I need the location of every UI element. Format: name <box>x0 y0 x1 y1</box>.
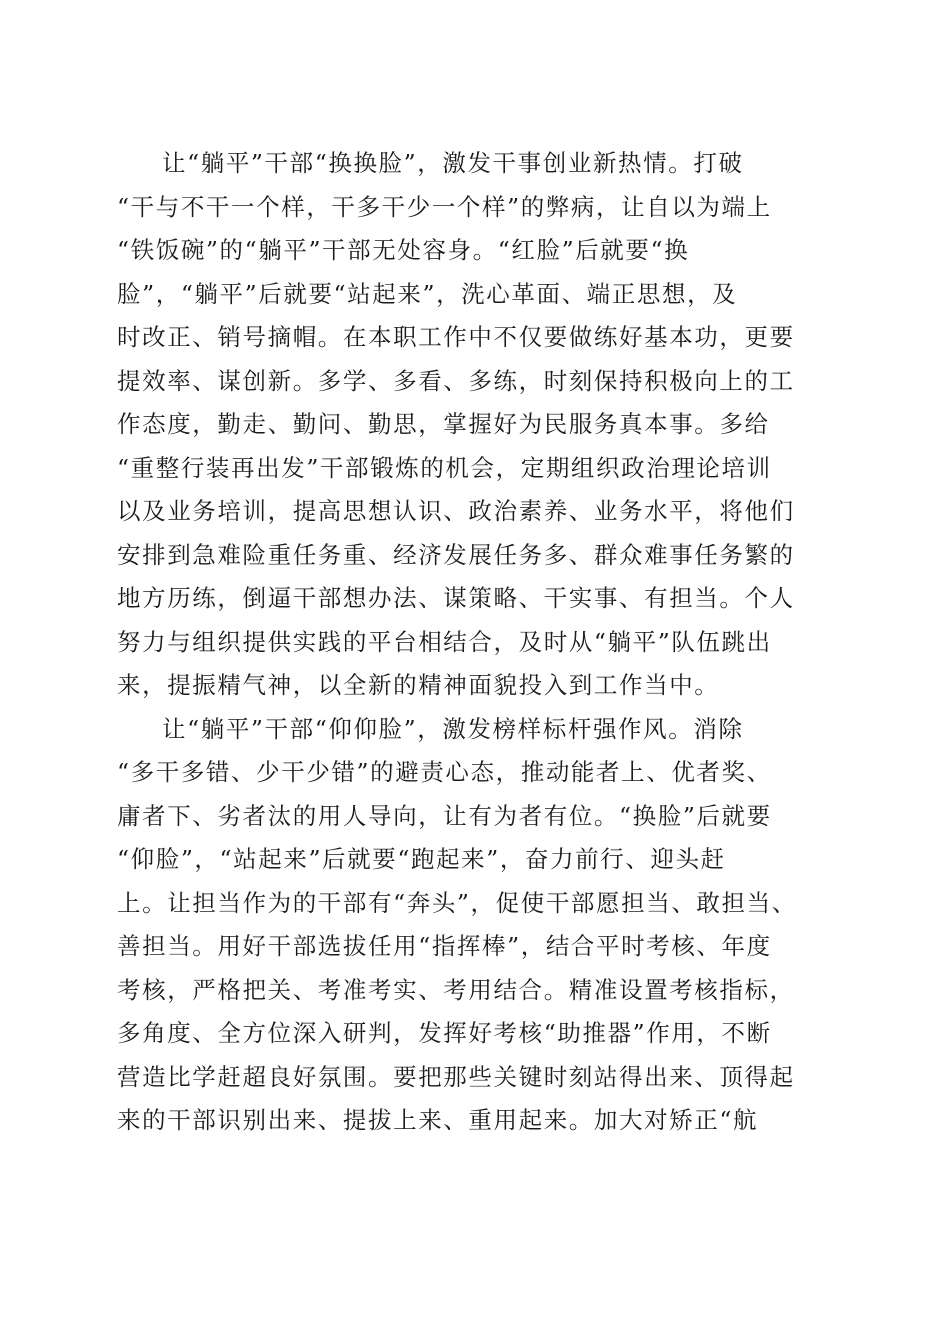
paragraph-2-line-1: 让“躺平”干部“仰仰脸”，激发榜样标杆强作风。消除 <box>162 714 744 743</box>
paragraph-1-line-12: 努力与组织提供实践的平台相结合，及时从“躺平”队伍跳出 <box>117 627 772 656</box>
paragraph-1-line-11: 地方历练，倒逼干部想办法、谋策略、干实事、有担当。个人 <box>117 584 795 612</box>
paragraph-2-line-10: 来的干部识别出来、提拔上来、重用起来。加大对矫正“航 <box>117 1106 759 1134</box>
paragraph-1-line-6: 提效率、谋创新。多学、多看、多练，时刻保持积极向上的工 <box>117 366 795 395</box>
paragraph-1-line-1: 让“躺平”干部“换换脸”，激发干事创业新热情。打破 <box>162 149 744 177</box>
paragraph-1-line-9: 以及业务培训，提高思想认识、政治素养、业务水平，将他们 <box>117 497 795 525</box>
paragraph-1-line-10: 安排到急难险重任务重、经济发展任务多、群众难事任务繁的 <box>117 540 795 569</box>
paragraph-1-line-2: “干与不干一个样，干多干少一个样”的弊病，让自以为端上 <box>117 192 772 221</box>
paragraph-2-line-8: 多角度、全方位深入研判，发挥好考核“助推器”作用，不断 <box>117 1019 772 1047</box>
document-body <box>117 142 829 1143</box>
paragraph-1-line-13: 来，提振精气神，以全新的精神面貌投入到工作当中。 <box>117 671 720 699</box>
paragraph-2-line-6: 善担当。用好干部选拔任用“指挥棒”，结合平时考核、年度 <box>117 932 772 960</box>
paragraph-2-line-2: “多干多错、少干少错”的避责心态，推动能者上、优者奖、 <box>117 758 772 786</box>
paragraph-1-line-5: 时改正、销号摘帽。在本职工作中不仅要做练好基本功，更要 <box>117 323 795 351</box>
paragraph-1-line-7: 作态度，勤走、勤问、勤思，掌握好为民服务真本事。多给 <box>117 410 770 438</box>
paragraph-1-line-4: 脸”，“躺平”后就要“站起来”，洗心革面、端正思想，及 <box>117 279 738 308</box>
paragraph-2-line-3: 庸者下、劣者汰的用人导向，让有为者有位。“换脸”后就要 <box>117 801 772 830</box>
paragraph-2-line-4: “仰脸”，“站起来”后就要“跑起来”，奋力前行、迎头赶 <box>117 845 726 873</box>
paragraph-2-line-7: 考核，严格把关、考准考实、考用结合。精准设置考核指标， <box>117 975 795 1004</box>
paragraph-2-line-5: 上。让担当作为的干部有“奔头”，促使干部愿担当、敢担当、 <box>117 888 797 917</box>
paragraph-2-line-9: 营造比学赶超良好氛围。要把那些关键时刻站得出来、顶得起 <box>117 1062 795 1091</box>
paragraph-1-line-8: “重整行装再出发”干部锻炼的机会，定期组织政治理论培训 <box>117 453 772 482</box>
paragraph-1-line-3: “铁饭碗”的“躺平”干部无处容身。“红脸”后就要“换 <box>117 236 690 264</box>
